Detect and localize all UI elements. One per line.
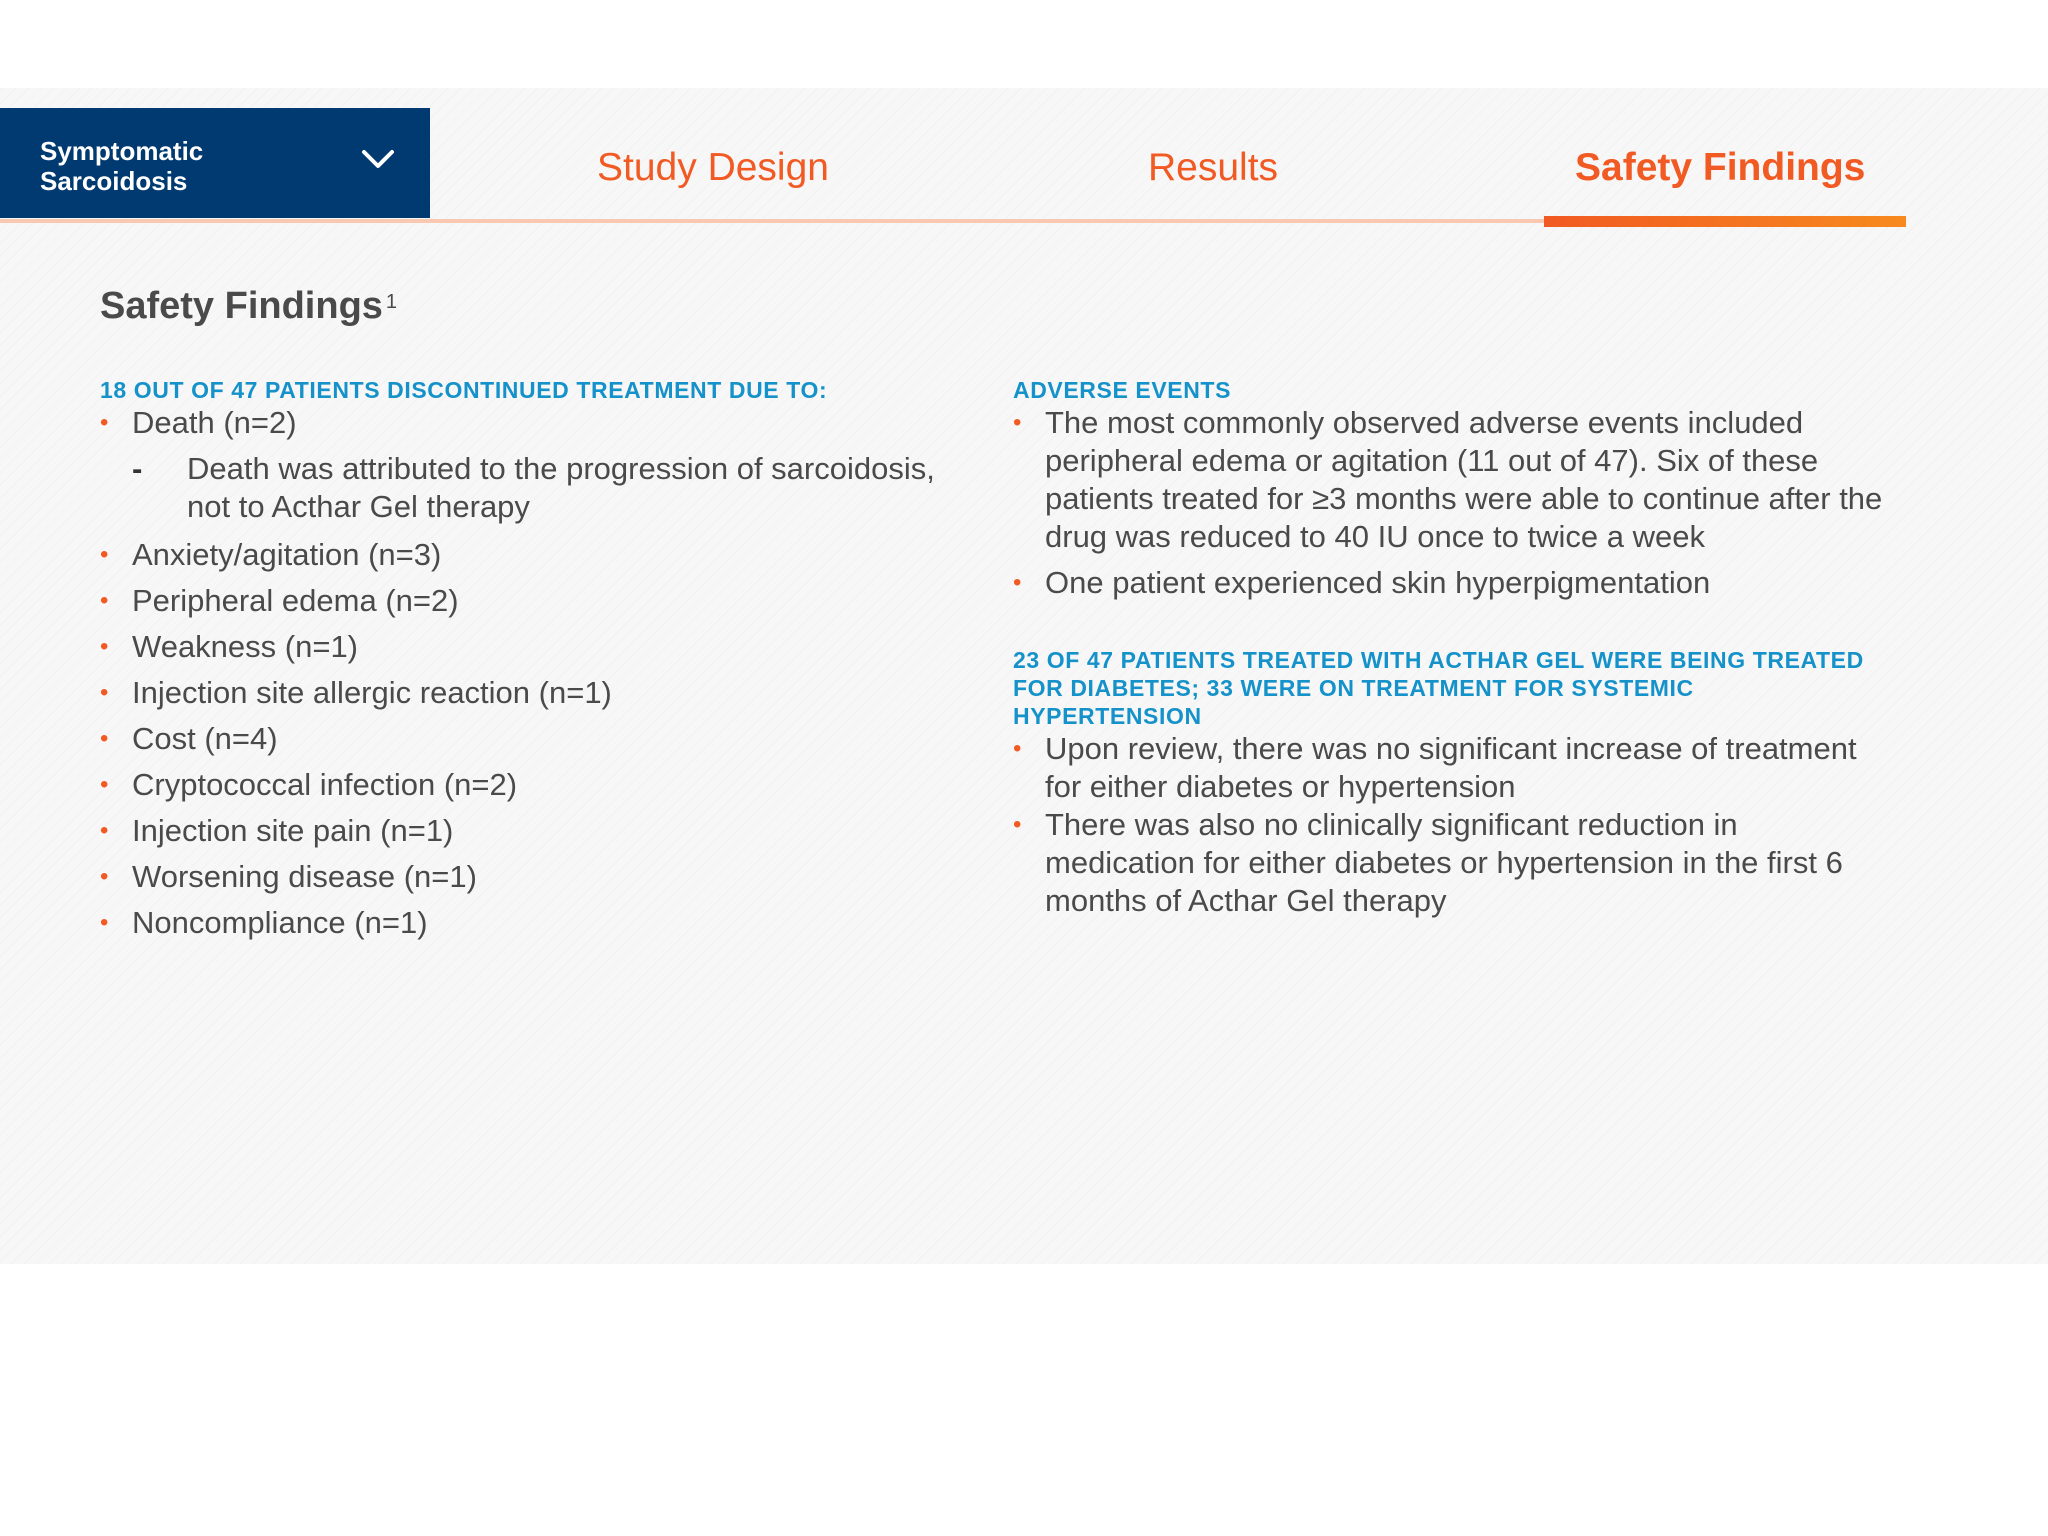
condition-dropdown-label: Symptomatic Sarcoidosis	[40, 136, 204, 196]
bullet-dot: •	[100, 541, 109, 568]
page-title	[100, 282, 397, 330]
chevron-down-icon	[360, 146, 396, 172]
bullet-dot: •	[100, 409, 109, 436]
list-item	[100, 720, 960, 758]
sub-list-item	[132, 450, 960, 526]
bullet-dot: •	[100, 863, 109, 890]
bullet-dot: •	[100, 771, 109, 798]
bullet-dot: •	[100, 633, 109, 660]
list-item-text: Injection site allergic reaction (n=1)	[132, 675, 612, 710]
list-item	[100, 674, 960, 712]
bullet-dot: •	[100, 587, 109, 614]
list-item	[100, 404, 960, 526]
bullet-dot: •	[100, 909, 109, 936]
list-item	[1013, 730, 1883, 806]
discontinuation-column	[100, 376, 960, 950]
list-item	[100, 904, 960, 942]
list-item-text: There was also no clinically significant reduction in medication for either diabetes or hypertension in the first 6 months of Acthar Gel therapy	[1045, 807, 1843, 918]
list-item-text: The most commonly observed adverse events included peripheral edema or agitation (11 out of 47). Six of these patients treated for ≥3 months were able to continue after the drug was reduced to 40 IU once to twice a week	[1045, 405, 1883, 554]
title-footnote: 1	[385, 291, 398, 313]
tab-safety-findings[interactable]: Safety Findings	[1575, 146, 1866, 189]
bullet-dot: •	[1013, 735, 1022, 762]
discontinuation-list	[100, 404, 960, 942]
sub-list-item-text: Death was attributed to the progression of sarcoidosis, not to Acthar Gel therapy	[187, 451, 935, 524]
adverse-events-heading: ADVERSE EVENTS	[1013, 377, 1232, 403]
list-item-text: Noncompliance (n=1)	[132, 905, 428, 940]
list-item	[100, 536, 960, 574]
bullet-dot: •	[100, 725, 109, 752]
list-item	[1013, 404, 1883, 556]
list-item-text: Weakness (n=1)	[132, 629, 359, 664]
list-item	[100, 766, 960, 804]
adverse-events-list	[1013, 404, 1883, 602]
list-item-text: Cryptococcal infection (n=2)	[132, 767, 518, 802]
diabetes-hypertension-list	[1013, 730, 1883, 920]
list-item-text: Death (n=2)	[132, 405, 297, 440]
list-item	[100, 858, 960, 896]
diabetes-hypertension-heading: 23 OF 47 PATIENTS TREATED WITH ACTHAR GEL WERE BEING TREATED FOR DIABETES; 33 WERE ON TREATMENT FOR SYSTEMIC HYPERTENSION	[1013, 647, 1864, 729]
sub-bullet-dash: -	[132, 451, 143, 486]
discontinuation-heading: 18 OUT OF 47 PATIENTS DISCONTINUED TREATMENT DUE TO:	[100, 377, 828, 403]
list-item-text: Worsening disease (n=1)	[132, 859, 477, 894]
list-item	[100, 628, 960, 666]
list-item-text: Injection site pain (n=1)	[132, 813, 454, 848]
active-tab-indicator	[1544, 216, 1906, 227]
tab-results[interactable]: Results	[1148, 146, 1279, 189]
bullet-dot: •	[1013, 569, 1022, 596]
adverse-events-column	[1013, 376, 1883, 920]
tab-study-design[interactable]: Study Design	[597, 146, 829, 189]
list-item-text: Anxiety/agitation (n=3)	[132, 537, 442, 572]
condition-dropdown[interactable]	[0, 108, 430, 218]
page-title-text: Safety Findings	[100, 285, 383, 327]
list-item	[100, 582, 960, 620]
list-item	[100, 812, 960, 850]
list-item-text: One patient experienced skin hyperpigmentation	[1045, 565, 1711, 600]
bullet-dot: •	[1013, 409, 1022, 436]
list-item-text: Peripheral edema (n=2)	[132, 583, 459, 618]
list-item-text: Upon review, there was no significant increase of treatment for either diabetes or hypertension	[1045, 731, 1857, 804]
list-item	[1013, 564, 1883, 602]
bullet-dot: •	[100, 679, 109, 706]
list-item-text: Cost (n=4)	[132, 721, 278, 756]
bullet-dot: •	[1013, 811, 1022, 838]
list-item	[1013, 806, 1883, 920]
bullet-dot: •	[100, 817, 109, 844]
